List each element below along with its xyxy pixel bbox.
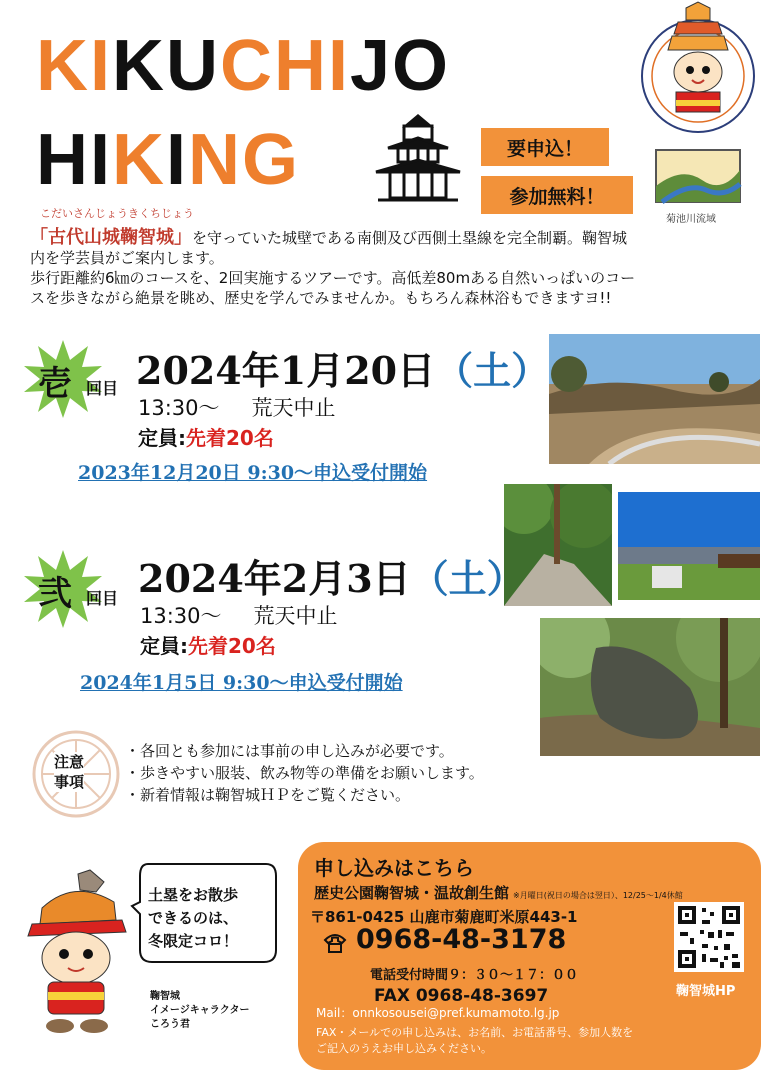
weather-note: 荒天中止 bbox=[253, 604, 338, 628]
notice-list bbox=[125, 740, 484, 806]
session-time bbox=[140, 600, 338, 630]
session-date bbox=[136, 340, 549, 395]
mascot-caption-line: ころう君 bbox=[150, 1019, 190, 1030]
contact-fax: FAX 0968-48-3697 bbox=[374, 986, 549, 1006]
intro-line: スを歩きながら絶景を眺め、歴史を学んでみませんか。もちろん森林浴もできますヨ!! bbox=[30, 289, 612, 307]
castle-tower-icon bbox=[368, 112, 468, 204]
title-part: JO bbox=[350, 26, 451, 106]
session-kaime: 回目 bbox=[86, 379, 119, 398]
session-date bbox=[138, 548, 525, 603]
mascot-caption bbox=[150, 990, 250, 1032]
mascot-caption-line: 鞠智城 bbox=[150, 991, 180, 1002]
org-name: 歴史公園鞠智城・温故創生館 bbox=[314, 884, 510, 902]
title-part: CHI bbox=[220, 26, 350, 106]
session-number: 弐 bbox=[38, 574, 72, 614]
contact-tel[interactable]: 0968-48-3178 bbox=[356, 924, 567, 955]
session-kaime: 回目 bbox=[86, 589, 119, 608]
date-text: 2024年1月20日 bbox=[136, 348, 436, 393]
contact-mail[interactable]: Mail：onnkosousei@pref.kumamoto.lg.jp bbox=[316, 1006, 560, 1020]
contact-note: FAX・メールでの申し込みは、お名前、お電話番号、参加人数を bbox=[316, 1026, 634, 1039]
time-text: 13:30～ bbox=[140, 604, 222, 628]
bubble-line: 土塁をお散歩 bbox=[148, 886, 239, 904]
notice-label-line: 事項 bbox=[54, 773, 85, 791]
weather-note: 荒天中止 bbox=[251, 396, 336, 420]
speech-bubble-text bbox=[148, 884, 238, 953]
notice-item: ・歩きやすい服装、飲み物等の準備をお願いします。 bbox=[125, 764, 484, 782]
application-open-link[interactable]: 2023年12月20日 9:30～申込受付開始 bbox=[78, 462, 428, 484]
session-time bbox=[138, 392, 336, 422]
bubble-line: できるのは、 bbox=[148, 909, 239, 927]
title-part: I bbox=[166, 120, 189, 200]
session-number: 壱 bbox=[38, 364, 72, 404]
capacity-value: 先着20名 bbox=[188, 634, 276, 658]
river-emblem-icon bbox=[652, 146, 744, 206]
title-part: N bbox=[188, 120, 243, 200]
view-photo bbox=[618, 492, 760, 600]
application-open-link[interactable]: 2024年1月5日 9:30～申込受付開始 bbox=[80, 672, 403, 694]
qr-code-icon[interactable] bbox=[674, 902, 744, 972]
mascot-caption-line: イメージキャラクター bbox=[150, 1005, 250, 1016]
capacity-value: 先着20名 bbox=[186, 426, 274, 450]
notice-item: ・新着情報は鞠智城ＨＰをご覧ください。 bbox=[125, 786, 411, 804]
title-part: HI bbox=[36, 120, 112, 200]
mascot-emblem-icon bbox=[636, 0, 760, 140]
contact-note: ご記入のうえお申し込みください。 bbox=[316, 1042, 492, 1055]
title-line-2 bbox=[36, 120, 301, 200]
title-part: G bbox=[242, 120, 301, 200]
trail-photo-1 bbox=[549, 334, 760, 464]
intro-text bbox=[30, 228, 750, 308]
notice-label bbox=[54, 752, 84, 792]
bubble-line: 冬限定コロ！ bbox=[148, 932, 239, 950]
title-part: KI bbox=[36, 26, 112, 106]
intro-line: を守っていた城壁である南側及び西側土塁線を完全制覇。鞠智城 bbox=[192, 229, 628, 247]
notice-label-line: 注意 bbox=[54, 753, 85, 771]
intro-highlight: 「古代山城鞠智城」 bbox=[30, 227, 192, 248]
apply-required-badge: 要申込！ bbox=[481, 128, 609, 166]
intro-line: 内を学芸員がご案内します。 bbox=[30, 249, 224, 267]
contact-hours: 電話受付時間９：３０～１７：００ bbox=[370, 968, 579, 983]
time-text: 13:30～ bbox=[138, 396, 220, 420]
contact-address: 〒861-0425 山鹿市菊鹿町米原443-1 bbox=[310, 908, 578, 926]
session-capacity bbox=[140, 630, 276, 659]
rock-photo bbox=[540, 618, 760, 756]
contact-org bbox=[314, 882, 683, 903]
notice-item: ・各回とも参加には事前の申し込みが必要です。 bbox=[125, 742, 454, 760]
title-line-1 bbox=[36, 26, 451, 106]
session-capacity bbox=[138, 422, 274, 451]
capacity-label: 定員: bbox=[138, 426, 186, 450]
free-badge: 参加無料！ bbox=[481, 176, 633, 214]
mascot-character-icon bbox=[18, 868, 130, 1036]
day-of-week: （土） bbox=[435, 348, 550, 393]
phone-icon bbox=[322, 932, 348, 954]
river-emblem-caption: 菊池川流域 bbox=[666, 214, 716, 225]
qr-label: 鞠智城HP bbox=[676, 984, 736, 999]
org-note: ※月曜日(祝日の場合は翌日）、12/25～1/4休館 bbox=[513, 891, 683, 900]
title-part: K bbox=[112, 120, 166, 200]
capacity-label: 定員: bbox=[140, 634, 188, 658]
intro-ruby: こだいさんじょうきくちじょう bbox=[40, 207, 194, 220]
intro-line: 歩行距離約6㎞のコースを、2回実施するツアーです。高低差80mある自然いっぱいのコー bbox=[30, 269, 636, 287]
date-text: 2024年2月3日 bbox=[138, 556, 411, 601]
contact-heading: 申し込みはこちら bbox=[314, 856, 474, 880]
day-of-week: （土） bbox=[410, 556, 525, 601]
title-part: KU bbox=[112, 26, 220, 106]
